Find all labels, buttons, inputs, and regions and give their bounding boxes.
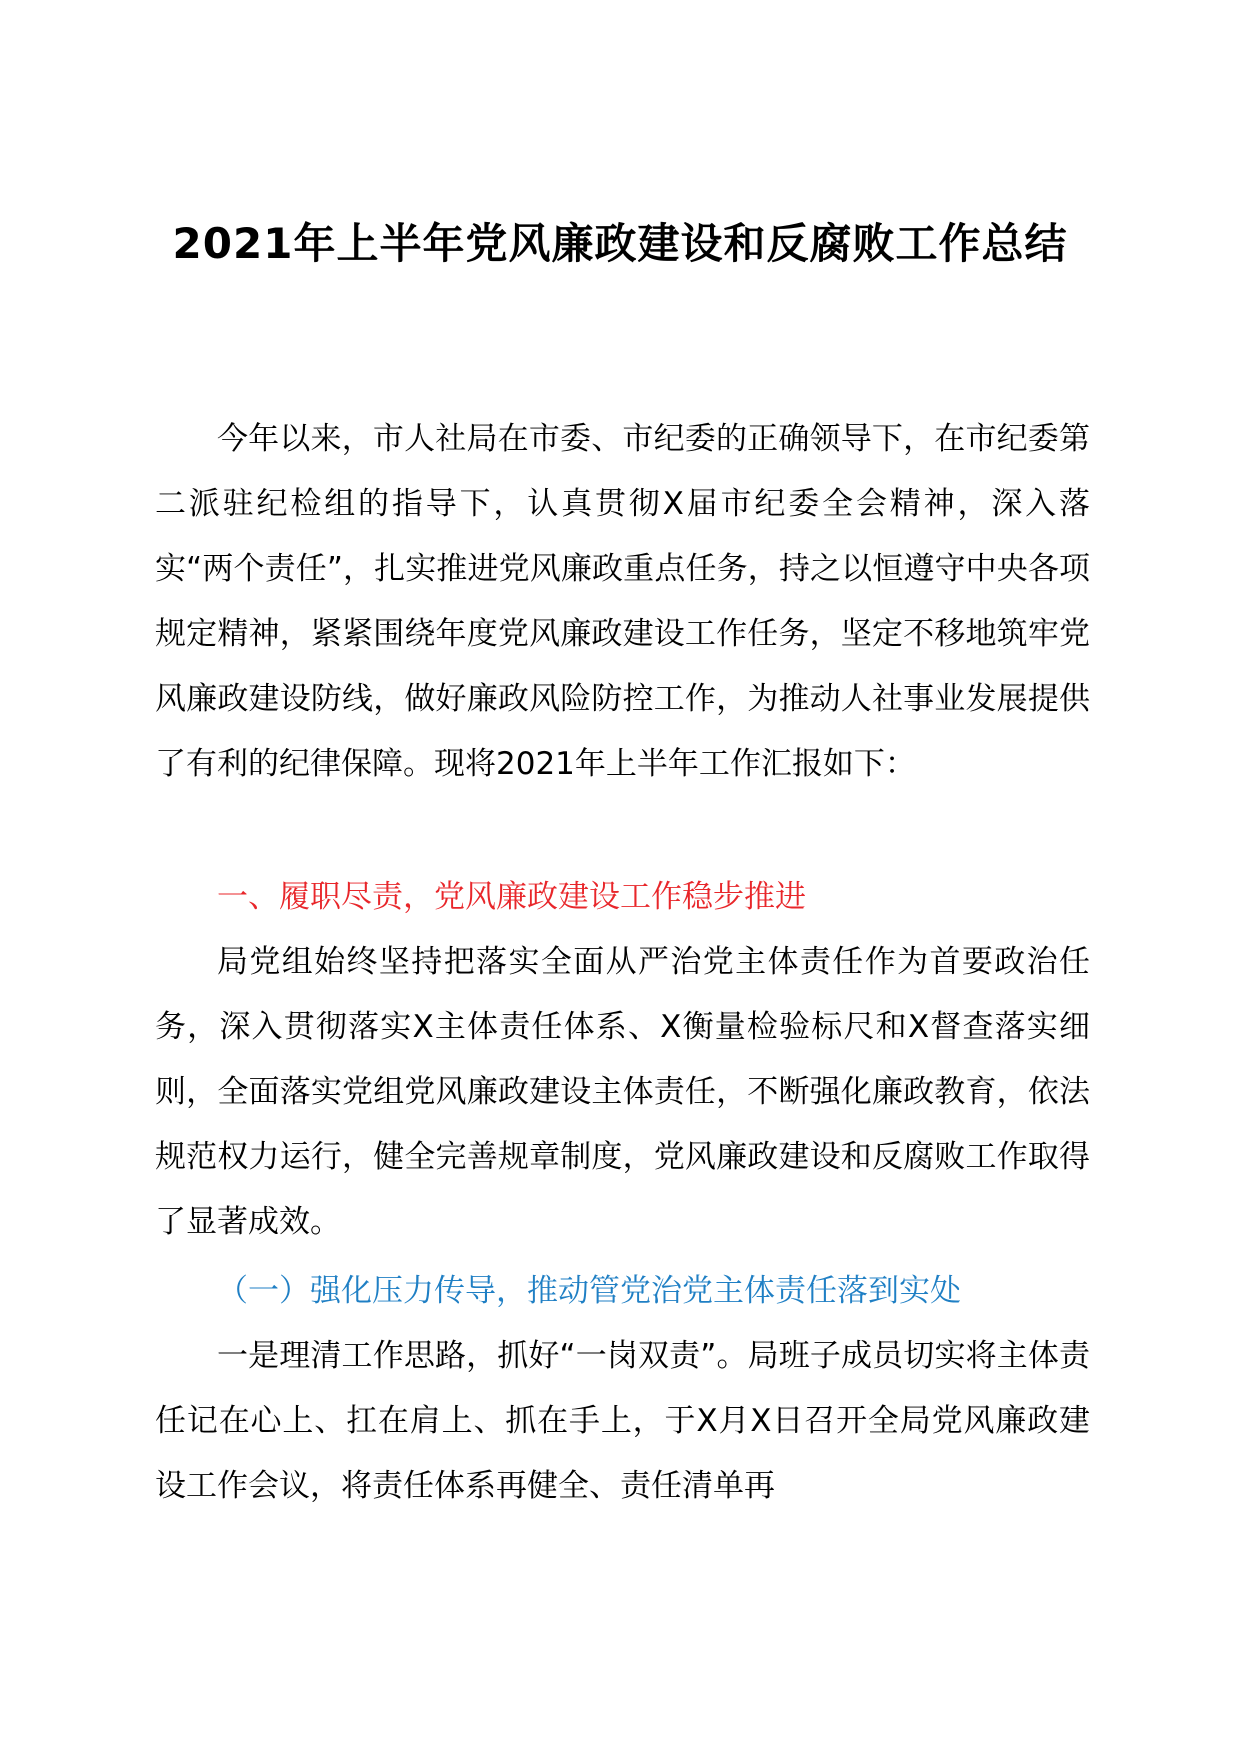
subsection-1-paragraph: 一是理清工作思路，抓好“一岗双责”。局班子成员切实将主体责任记在心上、扛在肩上、抓在手上，于X月X日召开全局党风廉政建设工作会议，将责任体系再健全、责任清单再	[155, 1338, 1090, 1504]
intro-paragraph: 今年以来，市人社局在市委、市纪委的正确领导下，在市纪委第二派驻纪检组的指导下，认真贯彻X届市纪委全会精神，深入落实“两个责任”，扎实推进党风廉政重点任务，持之以恒遵守中央各项规定精神，紧紧围绕年度党风廉政建设工作任务，坚定不移地筑牢党风廉政建设防线，做好廉政风险防控工作，为推动人社事业发展提供了有利的纪律保障。现将2021年上半年工作汇报如下：	[155, 421, 1090, 782]
section-heading-1: 一、履职尽责，党风廉政建设工作稳步推进	[217, 879, 806, 915]
document-title: 2021年上半年党风廉政建设和反腐败工作总结	[172, 219, 1068, 268]
section-1-paragraph: 局党组始终坚持把落实全面从严治党主体责任作为首要政治任务，深入贯彻落实X主体责任体系、X衡量检验标尺和X督查落实细则，全面落实党组党风廉政建设主体责任，不断强化廉政教育，依法规范权力运行，健全完善规章制度，党风廉政建设和反腐败工作取得了显著成效。	[155, 944, 1090, 1240]
subsection-heading-1: （一）强化压力传导，推动管党治党主体责任落到实处	[217, 1273, 961, 1309]
